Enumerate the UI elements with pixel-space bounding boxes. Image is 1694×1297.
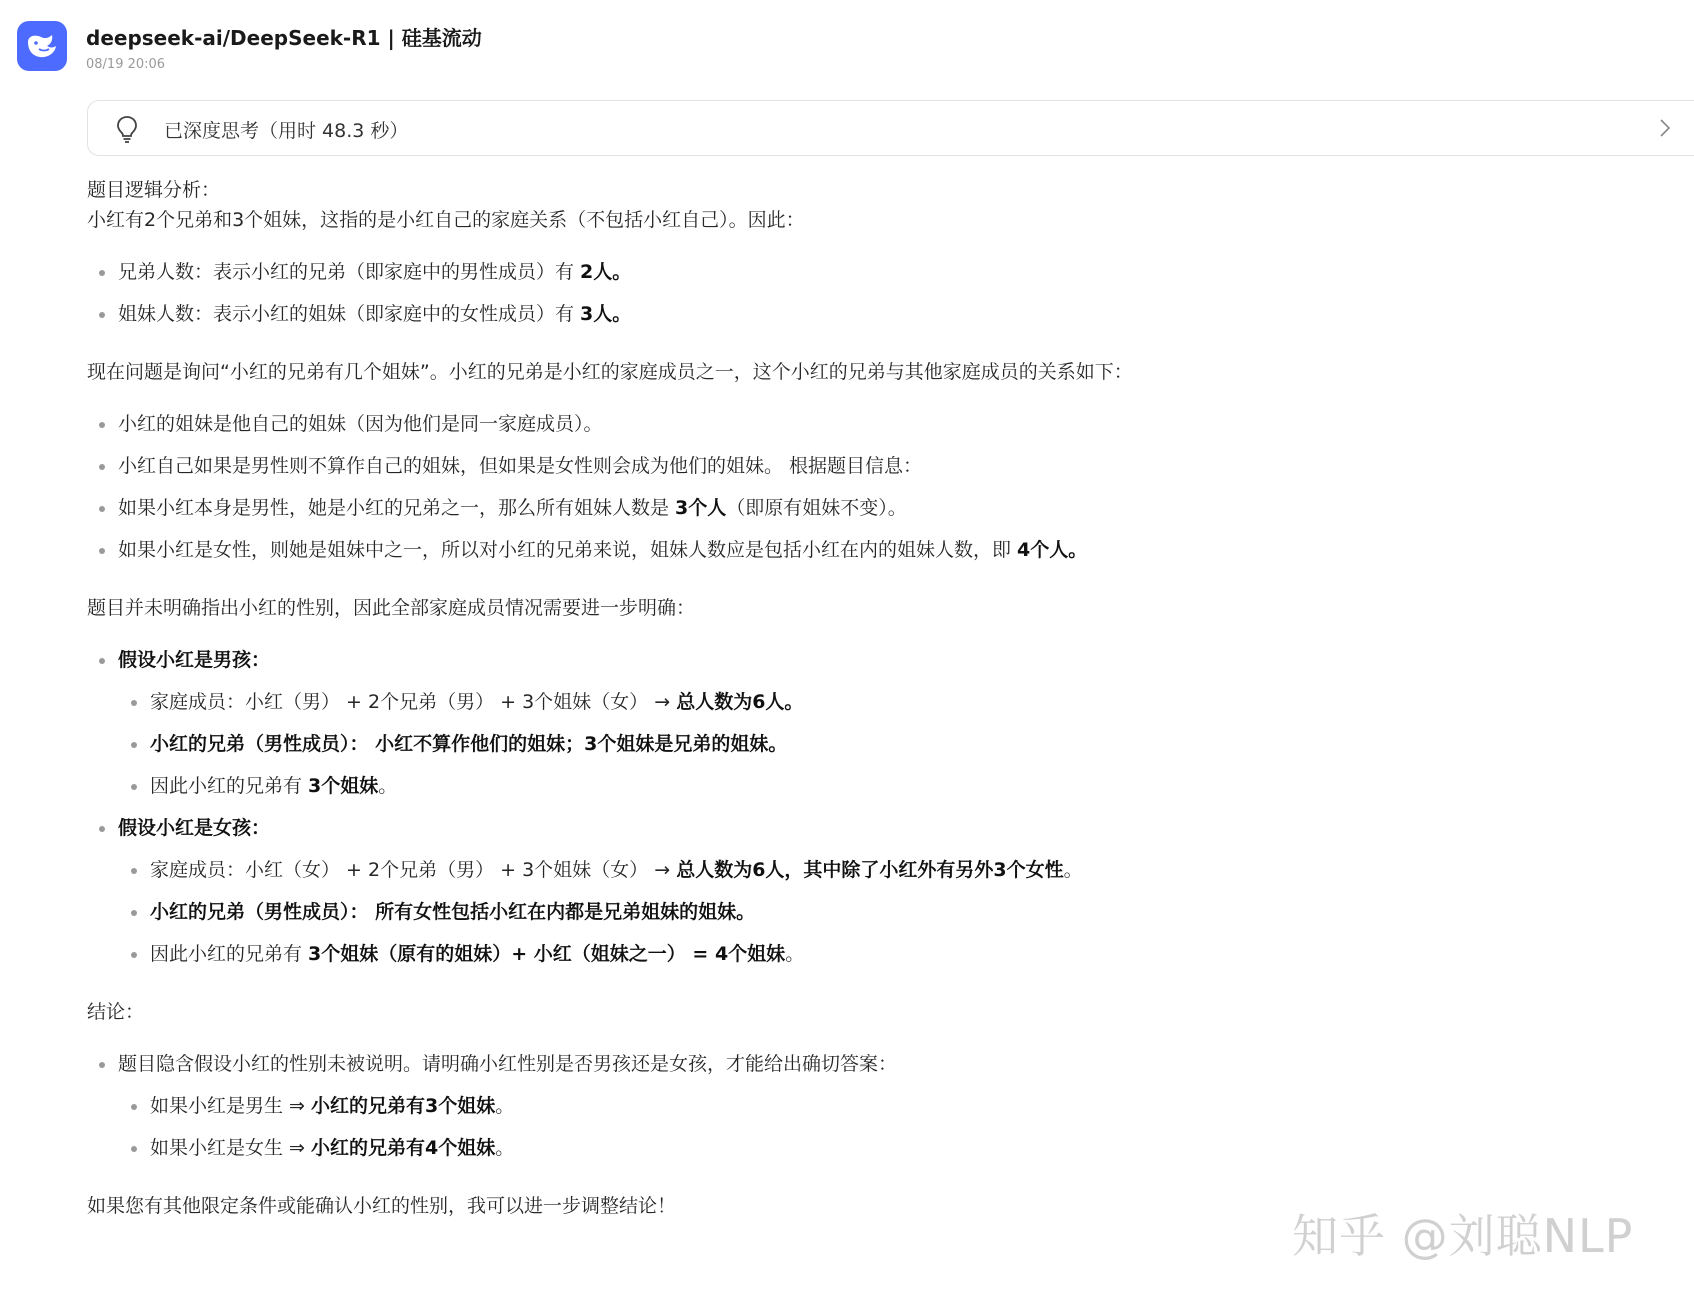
- list-item: 家庭成员：小红（女） + 2个兄弟（男） + 3个姐妹（女） → 总人数为6人，其中除了小红外有另外3个女性。: [150, 856, 1083, 884]
- list-item: 如果小红本身是男性，她是小红的兄弟之一，那么所有姐妹人数是 3个人（即原有姐妹不变）。: [118, 494, 907, 522]
- thinking-duration-label: 已深度思考（用时 48.3 秒）: [164, 120, 409, 142]
- deep-thinking-toggle[interactable]: [87, 100, 1694, 156]
- lightbulb-icon: [116, 115, 138, 147]
- list-item: 小红的兄弟（男性成员）： 小红不算作他们的姐妹；3个姐妹是兄弟的姐妹。: [150, 730, 787, 758]
- list-item: 如果小红是男生 ⇒ 小红的兄弟有3个姐妹。: [150, 1092, 514, 1120]
- list-item: 因此小红的兄弟有 3个姐妹。: [150, 772, 397, 800]
- list-item: 家庭成员：小红（男） + 2个兄弟（男） + 3个姐妹（女） → 总人数为6人。: [150, 688, 803, 716]
- message-timestamp: 08/19 20:06: [86, 57, 166, 72]
- list-item-case-boy: 假设小红是男孩：: [118, 646, 270, 674]
- list-item: 如果小红是女生 ⇒ 小红的兄弟有4个姐妹。: [150, 1134, 514, 1162]
- paragraph-conclusion-heading: 结论：: [87, 1001, 145, 1023]
- zhihu-watermark: 知乎 @刘聪NLP: [1292, 1209, 1634, 1263]
- deepseek-logo-avatar: [17, 21, 67, 71]
- chevron-right-icon[interactable]: [1658, 117, 1672, 143]
- paragraph-question: 现在问题是询问“小红的兄弟有几个姐妹”。小红的兄弟是小红的家庭成员之一，这个小红的兄弟与其他家庭成员的关系如下：: [87, 361, 1133, 383]
- paragraph-intro: 小红有2个兄弟和3个姐妹，这指的是小红自己的家庭关系（不包括小红自己）。因此：: [87, 209, 805, 231]
- conversation-title: deepseek-ai/DeepSeek-R1 | 硅基流动: [86, 26, 482, 50]
- list-item: 兄弟人数：表示小红的兄弟（即家庭中的男性成员）有 2人。: [118, 258, 631, 286]
- list-item: 小红的兄弟（男性成员）： 所有女性包括小红在内都是兄弟姐妹的姐妹。: [150, 898, 755, 926]
- paragraph-closing: 如果您有其他限定条件或能确认小红的性别，我可以进一步调整结论！: [87, 1195, 677, 1217]
- list-item: 因此小红的兄弟有 3个姐妹（原有的姐妹）+ 小红（姐妹之一） = 4个姐妹。: [150, 940, 804, 968]
- list-item: 小红的姐妹是他自己的姐妹（因为他们是同一家庭成员）。: [118, 410, 603, 438]
- list-item: 小红自己如果是男性则不算作自己的姐妹，但如果是女性则会成为他们的姐妹。 根据题目信息：: [118, 452, 922, 480]
- whale-icon: [25, 32, 59, 60]
- paragraph-gender-unclear: 题目并未明确指出小红的性别，因此全部家庭成员情况需要进一步明确：: [87, 597, 696, 619]
- list-item-case-girl: 假设小红是女孩：: [118, 814, 270, 842]
- list-item: 题目隐含假设小红的性别未被说明。请明确小红性别是否男孩还是女孩，才能给出确切答案：: [118, 1050, 897, 1078]
- list-item: 姐妹人数：表示小红的姐妹（即家庭中的女性成员）有 3人。: [118, 300, 631, 328]
- list-item: 如果小红是女性，则她是姐妹中之一，所以对小红的兄弟来说，姐妹人数应是包括小红在内的姐妹人数，即 4个人。: [118, 536, 1087, 564]
- paragraph-analysis-heading: 题目逻辑分析：: [87, 179, 221, 201]
